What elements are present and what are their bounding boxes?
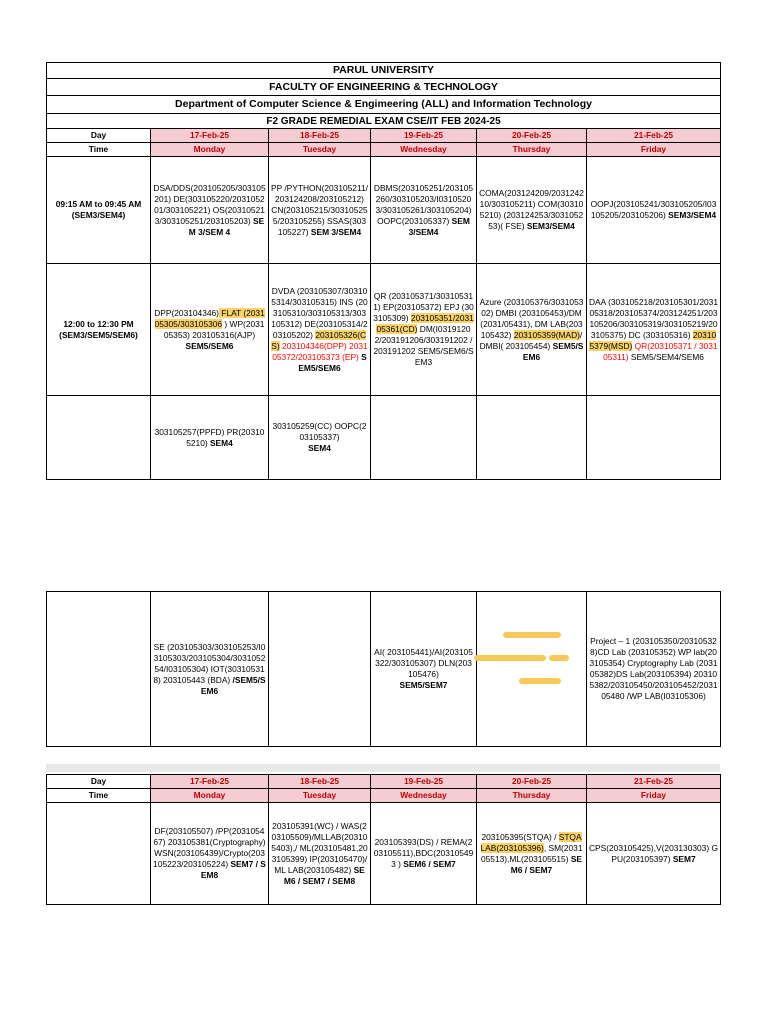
subject-list: DF(203105507) /PP(203105467) 203105381(Cryptography) WSN(203105439)/Crypto(203105223/203105224) xyxy=(153,826,266,869)
slot-time: 09:15 AM to 09:45 AM xyxy=(55,199,142,209)
weekday-cell: Monday xyxy=(151,789,269,803)
exam-cell xyxy=(371,803,477,905)
highlighted-subject: 203105379(MSD) xyxy=(589,329,717,351)
sem-label: SEM6 / SEM7 xyxy=(510,853,583,875)
exam-cell xyxy=(151,803,269,905)
highlighted-subject: 203105351/203105361(CD) xyxy=(376,313,474,334)
subject-list: SE (203105303/303105253/I03105303/203105304/303105254/I03105304) IOT(303105318) 203105443 (BDA) xyxy=(153,641,266,685)
redaction-mark xyxy=(549,655,569,661)
redacted-cell xyxy=(477,592,587,747)
exam-cell xyxy=(151,264,269,396)
subject-list: OOPJ(203105241/303105205/I03105205/203105206) xyxy=(590,199,717,220)
subject-list: QR (203105371/303105311) EP(203105372) EPJ (303105309) xyxy=(373,291,474,323)
exam-cell xyxy=(587,592,721,747)
date-cell: 18-Feb-25 xyxy=(269,775,371,789)
exam-cell xyxy=(477,264,587,396)
subject-list: , SM(203105513),ML(203105515) xyxy=(480,842,583,864)
exam-cell xyxy=(269,592,371,747)
redaction-mark xyxy=(519,678,561,684)
subject-list: 303105259(CC) OOPC(203105337) xyxy=(272,421,367,442)
university-title: PARUL UNIVERSITY xyxy=(47,63,721,79)
sem-label: SEM3/SEM4 xyxy=(526,221,575,231)
date-cell: 17-Feb-25 xyxy=(151,775,269,789)
sem-label: SEM4 xyxy=(209,437,233,448)
slot-time: 12:00 to 12:30 PM xyxy=(63,318,134,329)
sem-label: SEM 3/SEM4 xyxy=(408,215,470,237)
subject-list: DPP(203104346) xyxy=(154,307,219,318)
day-label: Day xyxy=(47,129,151,143)
redaction-mark xyxy=(474,655,546,661)
slot-time-cell xyxy=(47,396,151,480)
subject-list: COMA(203124209/203124210/303105211) COM(303105210) (203124253/303105253)( FSE) xyxy=(479,188,584,231)
exam-cell xyxy=(269,803,371,905)
slot-sem: (SEM3/SEM4) xyxy=(71,210,126,220)
exam-cell xyxy=(269,396,371,480)
highlighted-subject: 203105326(CS) xyxy=(271,329,367,351)
sem-label: SEM5/SEM6/SEM3 xyxy=(414,346,474,367)
sem-label: SEM5/SEM6 xyxy=(522,340,584,362)
exam-cell xyxy=(151,396,269,480)
highlighted-subject: 203105359(MAD) xyxy=(513,329,580,340)
slot-time-cell xyxy=(47,592,151,747)
sem-label: SEM7 xyxy=(672,853,696,864)
subject-list: /DMBI( 203105454) xyxy=(479,329,583,351)
subject-list: 303105257(PPFD) PR(203105210) xyxy=(154,426,265,448)
weekday-cell: Tuesday xyxy=(269,789,371,803)
day-label: Day xyxy=(47,775,151,789)
sem-label: SEM5/SEM6 xyxy=(298,351,367,373)
subject-list: DSA/DDS(203105205/303105201) DE(303105220/203105201/303105221) OS(203105213/303105251/203105203) xyxy=(153,182,266,226)
red-subject: 203104346(DPP) 203105372/203105373 (EP) xyxy=(272,340,368,362)
subject-list: DBMS(203105251/203105260/303105203/I03105203/303105261/303105204) OOPC(203105337) xyxy=(373,182,474,226)
date-cell: 19-Feb-25 xyxy=(371,775,477,789)
subject-list: 203105391(WC) / WAS(203105509)/MLLAB(203105403),/ ML(203105481,203105399) IP(203105470)/ML LAB(203105482) xyxy=(271,820,368,875)
exam-cell xyxy=(371,592,477,747)
sem-label: /SEM5/SEM6 xyxy=(200,674,266,696)
slot-row xyxy=(47,264,721,396)
sem-label: SEM7 / SEM8 xyxy=(200,859,266,880)
date-cell: 20-Feb-25 xyxy=(477,775,587,789)
weekday-cell: Thursday xyxy=(477,789,587,803)
exam-schedule-table-continued xyxy=(46,591,721,747)
slot-row xyxy=(47,803,721,905)
section-divider xyxy=(46,764,720,772)
subject-list: Azure (203105376/303105302) DMBI (203105453)/DM(2031/05431), DM LAB(203105432) xyxy=(479,296,584,340)
exam-cell xyxy=(151,592,269,747)
red-subject: QR(203105371 / 303105311) xyxy=(603,340,718,362)
highlighted-subject: STQA LAB(203105396) xyxy=(480,831,582,853)
exam-cell xyxy=(371,264,477,396)
exam-cell xyxy=(477,396,587,480)
subject-list: DVDA (203105307/303105314/303105315) INS (203105310/303105313/303105312) DE(203105314/203105202) xyxy=(271,285,368,340)
redaction-mark xyxy=(503,632,561,638)
sem-label: SEM4 xyxy=(308,443,331,453)
exam-cell xyxy=(587,264,721,396)
sem-label: SEM5/SEM4/SEM6 xyxy=(630,351,704,362)
time-label: Time xyxy=(47,789,151,803)
sem-label: SEM6 / SEM7 xyxy=(403,859,456,869)
sem-label: SEM3/SEM4 xyxy=(668,210,717,220)
slot-row xyxy=(47,396,721,480)
weekday-cell: Wednesday xyxy=(371,789,477,803)
weekday-cell: Monday xyxy=(151,143,269,157)
date-cell: 21-Feb-25 xyxy=(587,775,721,789)
date-cell: 18-Feb-25 xyxy=(269,129,371,143)
slot-sem: (SEM3/SEM5/SEM6) xyxy=(59,329,138,340)
exam-cell xyxy=(587,803,721,905)
exam-cell xyxy=(151,157,269,264)
date-cell: 19-Feb-25 xyxy=(371,129,477,143)
exam-cell xyxy=(587,157,721,264)
subject-list: 203105395(STQA) / xyxy=(481,831,559,842)
sem-label: SEM5/SEM6 xyxy=(185,340,234,351)
exam-schedule-table-sem7 xyxy=(46,774,721,905)
subject-list: 203105393(DS) / REMA(203105511),BDC(203105493 ) xyxy=(373,837,474,869)
sem-label: SEM6 / SEM7 / SEM8 xyxy=(283,864,365,886)
exam-schedule-table xyxy=(46,62,721,480)
slot-time-cell xyxy=(47,803,151,905)
exam-cell xyxy=(477,157,587,264)
faculty-title: FACULTY OF ENGINEERING & TECHNOLOGY xyxy=(47,79,721,96)
subject-list: AI( 203105441)/AI(203105322/303105307) DLN(203105476) xyxy=(374,647,473,679)
slot-time-cell xyxy=(47,264,151,396)
highlighted-subject: FLAT (203105305/303105306 xyxy=(154,307,265,329)
slot-row xyxy=(47,157,721,264)
sem-label: SEM5/SEM7 xyxy=(399,680,448,690)
sem-label: SEM 3/SEM4 xyxy=(310,226,362,237)
subject-list: Project – 1 (203105350/203105328)CD Lab (203105352) WP lab(203105354) Cryptography Lab (203105382)DS Lab(203105394) 203105382/203105450/203105452/203105480 /WP LAB(I03105306) xyxy=(589,636,718,701)
weekday-cell: Friday xyxy=(587,143,721,157)
weekday-cell: Tuesday xyxy=(269,143,371,157)
subject-list: DAA (303105218/203105301/203105318/203105374/203124251/203105206/303105319/303105219/203105375) DC (303105316) xyxy=(589,296,718,340)
weekday-cell: Thursday xyxy=(477,143,587,157)
exam-cell xyxy=(371,157,477,264)
weekday-cell: Wednesday xyxy=(371,143,477,157)
exam-cell xyxy=(269,157,371,264)
exam-cell xyxy=(269,264,371,396)
subject-list: PP /PYTHON(203105211/203124208/203105212) CN(203105215/303105255/203105255) SSAS(303105227) xyxy=(271,182,368,237)
exam-title: F2 GRADE REMEDIAL EXAM CSE/IT FEB 2024-25 xyxy=(47,114,721,129)
date-cell: 17-Feb-25 xyxy=(151,129,269,143)
department-title: Department of Computer Science & Engimeering (ALL) and Information Technology xyxy=(47,96,721,114)
subject-list: DM(I03191202/203191206/303191202 / 203191202 xyxy=(373,324,473,356)
slot-row xyxy=(47,592,721,747)
time-label: Time xyxy=(47,143,151,157)
slot-time-cell xyxy=(47,157,151,264)
date-cell: 20-Feb-25 xyxy=(477,129,587,143)
date-cell: 21-Feb-25 xyxy=(587,129,721,143)
subject-list: CPS(203105425),V(203130303) GPU(203105397) xyxy=(589,842,718,864)
exam-cell xyxy=(587,396,721,480)
weekday-cell: Friday xyxy=(587,789,721,803)
exam-cell xyxy=(371,396,477,480)
subject-list: ) WP(203105353) 203105316(AJP) xyxy=(163,318,265,340)
sem-label: SEM 3/SEM 4 xyxy=(188,215,265,237)
exam-cell xyxy=(477,803,587,905)
